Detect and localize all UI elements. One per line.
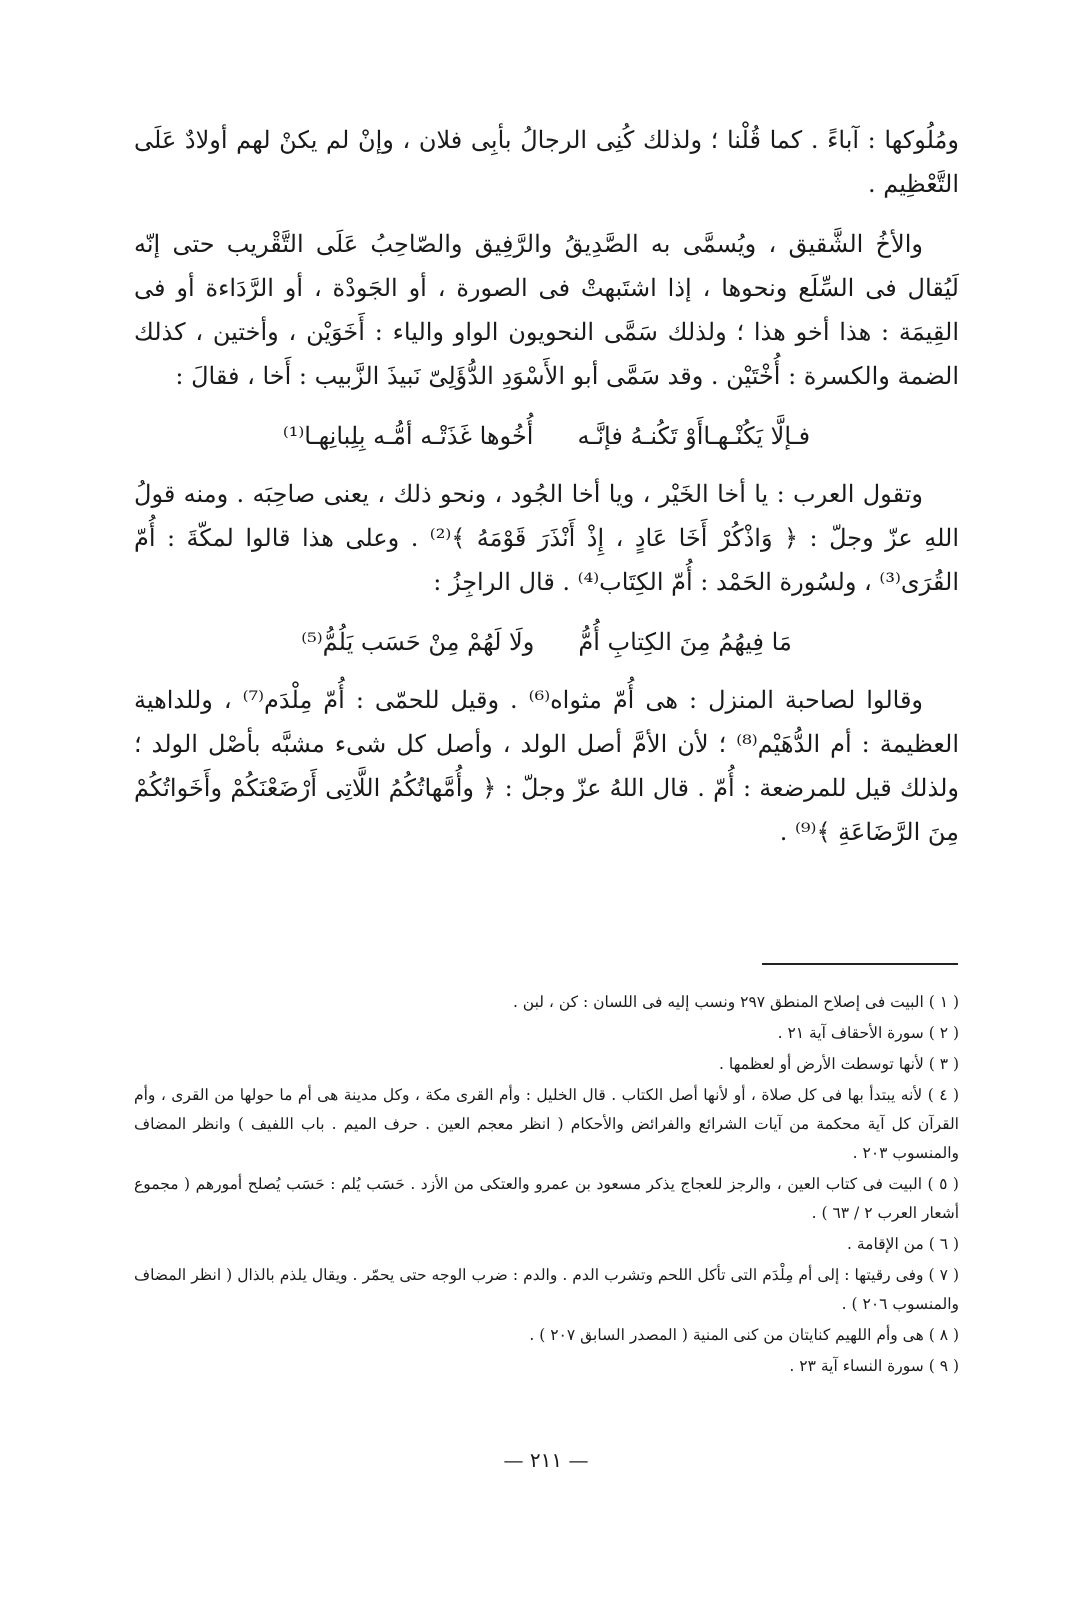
footnote-3: ( ٣ ) لأنها توسطت الأرض أو لعظمها .	[719, 1055, 959, 1073]
footnote-1: ( ١ ) البيت فى إصلاح المنطق ٢٩٧ ونسب إليه فى اللسان : كن ، لبن .	[512, 993, 959, 1011]
verse-2-second-hemistich: ولَا لَهُمْ مِنْ حَسَب يَلُمُّ⁽⁵⁾	[301, 628, 535, 656]
paragraph-2: والأخُ الشَّقيق ، ويُسمَّى به الصَّدِيقُ والرَّفِيق والصّاحِبُ عَلَى التَّقْريب حتى إنّه لَيُقال فى السِّلَع ونحوها ، إذا اشتَبهتْ فى الصورة ، أو الجَودْة ، أو الرَّدَاءة أو فى القِيمَة : هذا أخو هذا ؛ ولذلك سَمَّى النحويون الواو والياء : أَخَوَيْن ، وأختين ، كذلك الضمة والكسرة : أُخْتَيْن . وقد سَمَّى أبو الأَسْوَدِ الدُّؤَلِىّ نَبيذَ الزَّبيب : أَخا ، فقالَ :	[134, 230, 959, 390]
footnote-4: ( ٤ ) لأنه يبتدأ بها فى كل صلاة ، أو لأنها أصل الكتاب . قال الخليل : وأم القرى مكة ، وكل مدينة هى أم ما حولها من القرى ، وأم القرآن كل آية محكمة من آيات الشرائع والفرائض والأحكام ( انظر معجم العين . حرف الميم . باب اللفيف ) وانظر المضاف والمنسوب ٢٠٣ .	[134, 1086, 959, 1162]
footnote-2: ( ٢ ) سورة الأحقاف آية ٢١ .	[777, 1024, 959, 1042]
footnote-7: ( ٧ ) وفى رقيتها : إلى أم مِلْدَم التى تأكل اللحم وتشرب الدم . والدم : ضرب الوجه حتى يحمّر . ويقال يلذم بالذال ( انظر المضاف والمنسوب ٢٠٦ ) .	[134, 1266, 959, 1313]
paragraph-3: وتقول العرب : يا أخا الخَيْر ، ويا أخا الجُود ، ونحو ذلك ، يعنى صاحِبَه . ومنه قولُ اللهِ عزّ وجلّ : ﴿ وَاذْكُرْ أَخَا عَادٍ ، إِذْ أَنْذَرَ قَوْمَهُ ﴾⁽²⁾ . وعلى هذا قالوا لمكّةَ : أُمّ القُرَى⁽³⁾ ، ولسُورة الحَمْد : أُمّ الكِتَاب⁽⁴⁾ . قال الراجِزُ :	[134, 480, 959, 596]
footnote-6: ( ٦ ) من الإقامة .	[847, 1235, 959, 1253]
poem-verse-2	[134, 620, 959, 664]
main-text	[134, 118, 959, 870]
verse-1-first-hemistich: فـإلَّا يَكُنْـهـاأَوْ تَكُنـهُ فإنَّـه	[577, 422, 811, 450]
footnotes	[134, 988, 959, 1383]
verse-1-second-hemistich: أُخُوها غَذَتْـه أمُّـه بِلِبانِهـا⁽¹⁾	[282, 422, 534, 450]
paragraph-4: وقالوا لصاحبة المنزل : هى أُمّ مثواه⁽⁶⁾ . وقيل للحمّى : أُمّ مِلْدَم⁽⁷⁾ ، وللداهية العظيمة : أم الدُّهَيْم⁽⁸⁾ ؛ لأن الأمَّ أصل الولد ، وأصل كل شىء مشبَّه بأصْل الولد ؛ ولذلك قيل للمرضعة : أُمّ . قال اللهُ عزّ وجلّ : ﴿ وأُمَّهاتُكُمُ اللَّاتِى أَرْضَعْنَكُمْ وأَخَواتُكُمْ مِنَ الرَّضَاعَةِ ﴾⁽⁹⁾ .	[134, 686, 959, 846]
footnote-9: ( ٩ ) سورة النساء آية ٢٣ .	[789, 1357, 959, 1375]
verse-2-first-hemistich: مَا فِيهُمُ مِنَ الكِتابِ أُمُّ	[578, 628, 792, 656]
poem-verse-1	[134, 414, 959, 458]
footnote-separator	[762, 963, 958, 965]
page-number: — ٢١١ —	[503, 1448, 589, 1472]
paragraph-1: ومُلُوكها : آباءً . كما قُلْنا ؛ ولذلك كُنِى الرجالُ بأبِى فلان ، وإنْ لم يكنْ لهم أولادٌ عَلَى التَّعْظِيم .	[134, 126, 959, 198]
footnote-5: ( ٥ ) البيت فى كتاب العين ، والرجز للعجاج يذكر مسعود بن عمرو والعتكى من الأزد . حَسَب يُلم : حَسَب يُصلح أمورهم ( مجموع أشعار العرب ٢ / ٦٣ ) .	[134, 1175, 959, 1222]
footnote-8: ( ٨ ) هى وأم اللهيم كنايتان من كنى المنية ( المصدر السابق ٢٠٧ ) .	[529, 1326, 959, 1344]
